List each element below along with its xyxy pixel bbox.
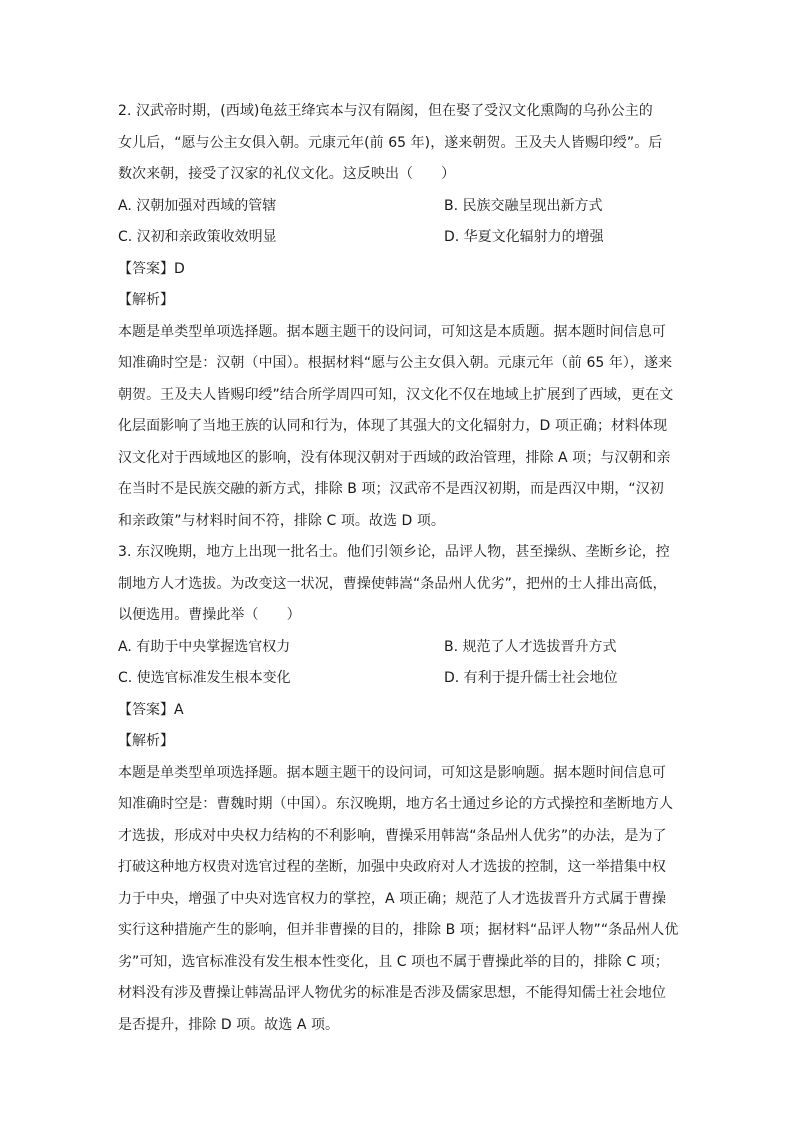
analysis-line: 本题是单类型单项选择题。据本题主题干的设问词，可知这是本质题。据本题时间信息可 xyxy=(118,323,666,340)
analysis-line: 知准确时空是：汉朝（中国）。根据材料“愿与公主女俱入朝。元康元年（前 65 年），遂来 xyxy=(118,355,673,371)
option-b: B. 规范了人才选拔晋升方式 xyxy=(444,638,617,655)
question-stem-line: 女儿后，“愿与公主女俱入朝。元康元年(前 65 年)，遂来朝贺。王及夫人皆赐印绶”。后 xyxy=(118,134,663,151)
question-stem-line: 数次来朝，接受了汉家的礼仪文化。这反映出（ ） xyxy=(118,166,456,182)
analysis-line: 是否提升，排除 D 项。故选 A 项。 xyxy=(118,1016,340,1033)
option-a: A. 有助于中央掌握选官权力 xyxy=(118,638,291,655)
analysis-label: 【解析】 xyxy=(118,733,174,749)
analysis-line: 才选拔，形成对中央权力结构的不利影响，曹操采用韩嵩“条品州人优劣”的办法，是为了 xyxy=(118,827,667,844)
analysis-line: 和亲政策”与材料时间不符，排除 C 项。故选 D 项。 xyxy=(118,512,445,529)
analysis-line: 汉文化对于西域地区的影响，没有体现汉朝对于西域的政治管理，排除 A 项；与汉朝和亲 xyxy=(118,449,671,466)
option-a: A. 汉朝加强对西域的管辖 xyxy=(118,197,277,214)
question-stem-line: 制地方人才选拔。为改变这一状况，曹操使韩嵩“条品州人优劣”，把州的士人排出高低， xyxy=(118,575,667,592)
option-row xyxy=(118,191,678,223)
analysis-line: 劣”可知，选官标准没有发生根本性变化，且 C 项也不属于曹操此举的目的，排除 C 项； xyxy=(118,953,669,970)
option-b: B. 民族交融呈现出新方式 xyxy=(444,197,603,214)
option-row xyxy=(118,632,678,664)
question-2 xyxy=(118,96,678,537)
question-stem-line: 2. 汉武帝时期，(西域)龟兹王绛宾本与汉有隔阂，但在娶了受汉文化熏陶的乌孙公主的 xyxy=(118,103,653,119)
analysis-line: 知准确时空是：曹魏时期（中国）。东汉晚期，地方名士通过乡论的方式操控和垄断地方人 xyxy=(118,796,673,812)
question-3 xyxy=(118,537,678,1041)
analysis-label: 【解析】 xyxy=(118,292,174,308)
option-d: D. 有利于提升儒士社会地位 xyxy=(444,670,618,686)
answer-label: 【答案】D xyxy=(118,260,185,277)
document-page xyxy=(118,96,678,1041)
analysis-line: 力于中央，增强了中央对选官权力的掌控，A 项正确；规范了人才选拔晋升方式属于曹操 xyxy=(118,890,667,907)
analysis-line: 本题是单类型单项选择题。据本题主题干的设问词，可知这是影响题。据本题时间信息可 xyxy=(118,764,666,781)
analysis-line: 材料没有涉及曹操让韩嵩品评人物优劣的标准是否涉及儒家思想，不能得知儒士社会地位 xyxy=(118,985,666,1001)
analysis-line: 打破这种地方权贵对选官过程的垄断，加强中央政府对人才选拔的控制，这一举措集中权 xyxy=(118,859,666,875)
question-stem-line: 3. 东汉晚期，地方上出现一批名士。他们引领乡论，品评人物，甚至操纵、垄断乡论，控 xyxy=(118,544,670,560)
analysis-line: 在当时不是民族交融的新方式，排除 B 项；汉武帝不是西汉初期，而是西汉中期，“汉初 xyxy=(118,481,664,497)
option-c: C. 使选官标准发生根本变化 xyxy=(118,670,291,686)
option-c: C. 汉初和亲政策收效明显 xyxy=(118,229,277,245)
question-stem-line: 以便选用。曹操此举（ ） xyxy=(118,607,301,623)
answer-label: 【答案】A xyxy=(118,701,184,718)
analysis-line: 实行这种措施产生的影响，但并非曹操的目的，排除 B 项；据材料“品评人物”“条品州人优 xyxy=(118,922,679,938)
analysis-line: 化层面影响了当地王族的认同和行为，体现了其强大的文化辐射力，D 项正确；材料体现 xyxy=(118,418,668,434)
option-row xyxy=(118,663,678,695)
option-row xyxy=(118,222,678,254)
analysis-line: 朝贺。王及夫人皆赐印绶”结合所学周四可知，汉文化不仅在地域上扩展到了西域，更在文 xyxy=(118,386,674,403)
option-d: D. 华夏文化辐射力的增强 xyxy=(444,229,604,245)
